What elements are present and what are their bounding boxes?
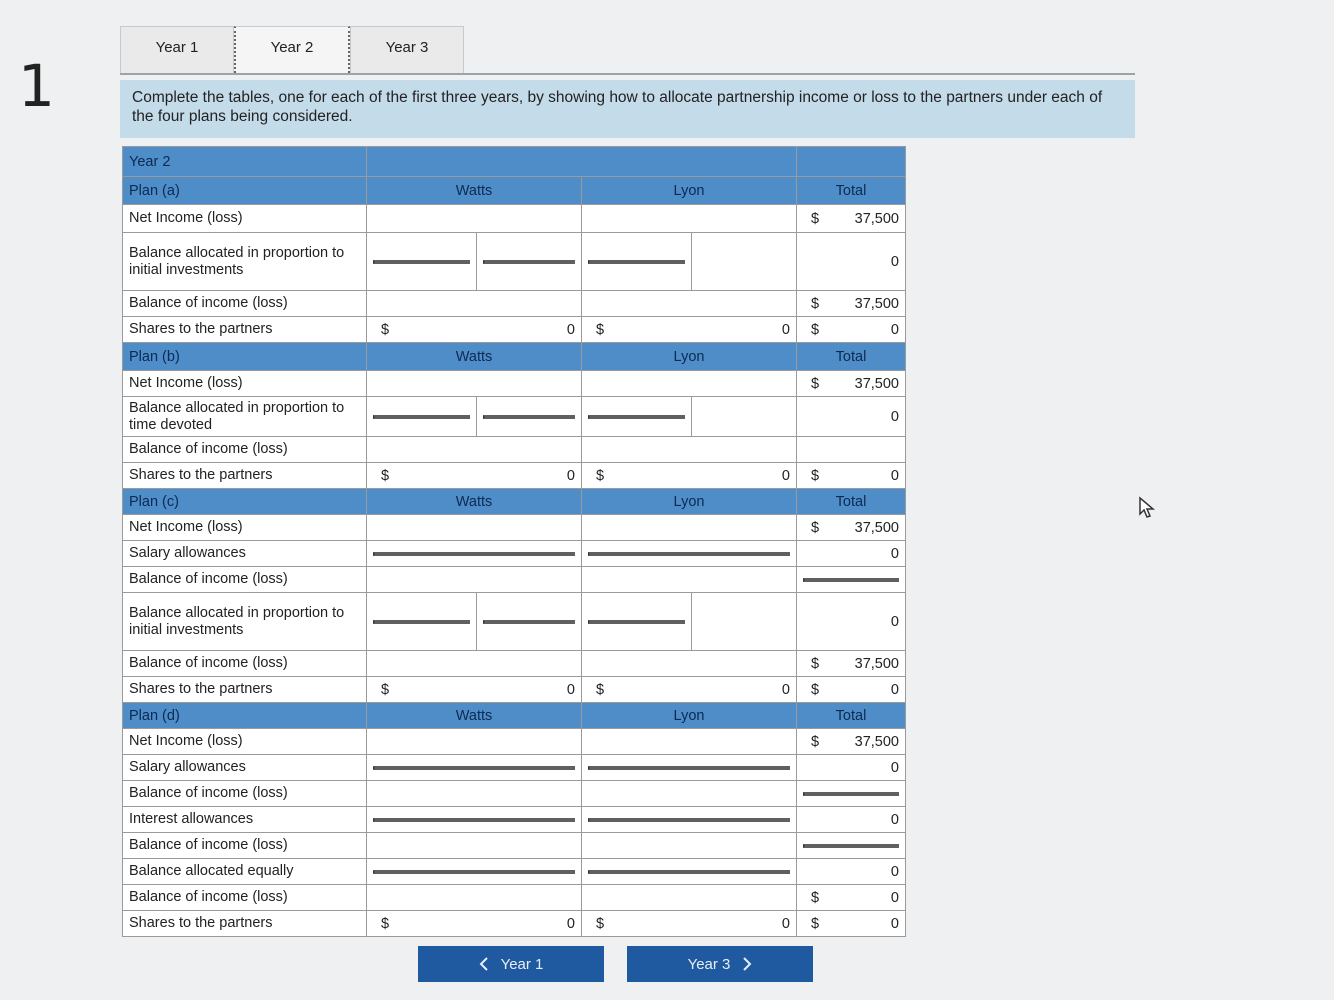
table-row: Salary allowances 0 bbox=[123, 755, 906, 781]
plan-d-salary-total: 0 bbox=[797, 755, 906, 781]
plan-b-alloc-total: 0 bbox=[797, 397, 906, 437]
plan-c-salary-watts-input[interactable] bbox=[373, 552, 575, 556]
tab-year-1[interactable]: Year 1 bbox=[120, 26, 234, 73]
table-row: Balance of income (loss) bbox=[123, 833, 906, 859]
table-row: Net Income (loss) $ 37,500 bbox=[123, 205, 906, 233]
plan-b-title: Plan (b) bbox=[123, 343, 367, 371]
plan-c-balance2-total: 37,500 bbox=[854, 655, 899, 672]
plan-d-interest-lyon-input[interactable] bbox=[588, 818, 790, 822]
table-row: Balance allocated in proportion to initial investments 0 bbox=[123, 593, 906, 651]
plan-b-alloc-watts-input[interactable] bbox=[483, 415, 575, 419]
plan-a-alloc-total: 0 bbox=[797, 233, 906, 291]
plan-b-alloc-lyon-input[interactable] bbox=[588, 415, 685, 419]
plan-d-equal-total: 0 bbox=[797, 859, 906, 885]
plan-d-balance3-total: 0 bbox=[890, 889, 899, 906]
plan-d-shares-watts: 0 bbox=[566, 915, 575, 932]
plan-b-shares-lyon: 0 bbox=[781, 467, 790, 484]
plan-a-alloc-lyon-input[interactable] bbox=[588, 260, 685, 264]
instructions: Complete the tables, one for each of the first three years, by showing how to allocate partnership income or loss to the partners under each of the four plans being considered. bbox=[120, 80, 1135, 138]
plan-a-title: Plan (a) bbox=[123, 177, 367, 205]
plan-b-shares-total: 0 bbox=[890, 467, 899, 484]
table-row: Net Income (loss) $ 37,500 bbox=[123, 515, 906, 541]
plan-d-interest-total: 0 bbox=[797, 807, 906, 833]
table-row: Balance of income (loss) bbox=[123, 781, 906, 807]
prev-year-button[interactable] bbox=[418, 946, 604, 982]
plan-c-alloc-lyon-input[interactable] bbox=[588, 620, 685, 624]
plan-d-title: Plan (d) bbox=[123, 703, 367, 729]
plan-c-shares-total: 0 bbox=[890, 681, 899, 698]
plan-a-shares-total: 0 bbox=[890, 321, 899, 338]
plan-d-header: Plan (d) Watts Lyon Total bbox=[123, 703, 906, 729]
plan-c-net-income-total: 37,500 bbox=[854, 519, 899, 536]
table-row: Shares to the partners $ 0 $ 0 $ 0 bbox=[123, 911, 906, 937]
plan-d-balance2-total-input[interactable] bbox=[803, 844, 899, 848]
plan-a-shares-lyon: 0 bbox=[781, 321, 790, 338]
plan-a-balance-total: 37,500 bbox=[854, 295, 899, 312]
chevron-left-icon bbox=[479, 957, 489, 971]
plan-c-title: Plan (c) bbox=[123, 489, 367, 515]
table-row: Balance of income (loss) $ 0 bbox=[123, 885, 906, 911]
table-row: Balance allocated in proportion to initial investments 0 bbox=[123, 233, 906, 291]
plan-c-alloc-watts-basis-input[interactable] bbox=[373, 620, 470, 624]
table-row: Shares to the partners $ 0 $ 0 $ 0 bbox=[123, 463, 906, 489]
prev-year-label: Year 1 bbox=[500, 955, 544, 973]
plan-c-balance-total-input[interactable] bbox=[803, 578, 899, 582]
plan-a-net-income-total: 37,500 bbox=[854, 210, 899, 227]
plan-d-shares-lyon: 0 bbox=[781, 915, 790, 932]
plan-d-interest-watts-input[interactable] bbox=[373, 818, 575, 822]
plan-d-equal-lyon-input[interactable] bbox=[588, 870, 790, 874]
table-row: Net Income (loss) $ 37,500 bbox=[123, 371, 906, 397]
plan-b-net-income-total: 37,500 bbox=[854, 375, 899, 392]
table-row: Balance of income (loss) bbox=[123, 437, 906, 463]
plan-a-shares-watts: 0 bbox=[566, 321, 575, 338]
next-year-label: Year 3 bbox=[687, 955, 731, 973]
tab-year-2[interactable]: Year 2 bbox=[234, 26, 350, 73]
table-row: Interest allowances 0 bbox=[123, 807, 906, 833]
question-number: 1 bbox=[18, 52, 55, 120]
plan-d-equal-watts-input[interactable] bbox=[373, 870, 575, 874]
plan-a-alloc-watts-basis-input[interactable] bbox=[373, 260, 470, 264]
plan-b-shares-watts: 0 bbox=[566, 467, 575, 484]
col-total: Total bbox=[797, 177, 906, 205]
allocation-table bbox=[122, 146, 906, 937]
table-row: Balance allocated equally 0 bbox=[123, 859, 906, 885]
plan-c-alloc-total: 0 bbox=[797, 593, 906, 651]
plan-d-balance-total-input[interactable] bbox=[803, 792, 899, 796]
year-tabs bbox=[120, 26, 464, 74]
tab-year-3[interactable]: Year 3 bbox=[350, 26, 464, 73]
mouse-cursor-icon bbox=[1138, 496, 1156, 520]
table-row: Shares to the partners $ 0 $ 0 $ 0 bbox=[123, 317, 906, 343]
plan-b-header: Plan (b) Watts Lyon Total bbox=[123, 343, 906, 371]
table-row: Shares to the partners $ 0 $ 0 $ 0 bbox=[123, 677, 906, 703]
col-lyon: Lyon bbox=[582, 177, 797, 205]
table-row: Balance allocated in proportion to time devoted 0 bbox=[123, 397, 906, 437]
plan-b-alloc-watts-basis-input[interactable] bbox=[373, 415, 470, 419]
table-row: Balance of income (loss) $ 37,500 bbox=[123, 291, 906, 317]
plan-c-salary-total: 0 bbox=[797, 541, 906, 567]
plan-a-alloc-watts-input[interactable] bbox=[483, 260, 575, 264]
plan-a-header bbox=[123, 177, 906, 205]
table-row: Salary allowances 0 bbox=[123, 541, 906, 567]
next-year-button[interactable] bbox=[627, 946, 813, 982]
chevron-right-icon bbox=[742, 957, 752, 971]
year-label: Year 2 bbox=[123, 147, 367, 177]
table-row: Net Income (loss) $ 37,500 bbox=[123, 729, 906, 755]
plan-d-net-income-total: 37,500 bbox=[854, 733, 899, 750]
table-row: Balance of income (loss) bbox=[123, 567, 906, 593]
tab-divider bbox=[120, 73, 1135, 75]
plan-c-salary-lyon-input[interactable] bbox=[588, 552, 790, 556]
plan-c-shares-lyon: 0 bbox=[781, 681, 790, 698]
col-watts: Watts bbox=[367, 177, 582, 205]
year-header-row bbox=[123, 147, 906, 177]
plan-c-alloc-watts-input[interactable] bbox=[483, 620, 575, 624]
plan-d-salary-watts-input[interactable] bbox=[373, 766, 575, 770]
plan-c-shares-watts: 0 bbox=[566, 681, 575, 698]
plan-c-header: Plan (c) Watts Lyon Total bbox=[123, 489, 906, 515]
plan-d-shares-total: 0 bbox=[890, 915, 899, 932]
plan-d-salary-lyon-input[interactable] bbox=[588, 766, 790, 770]
table-row: Balance of income (loss) $ 37,500 bbox=[123, 651, 906, 677]
